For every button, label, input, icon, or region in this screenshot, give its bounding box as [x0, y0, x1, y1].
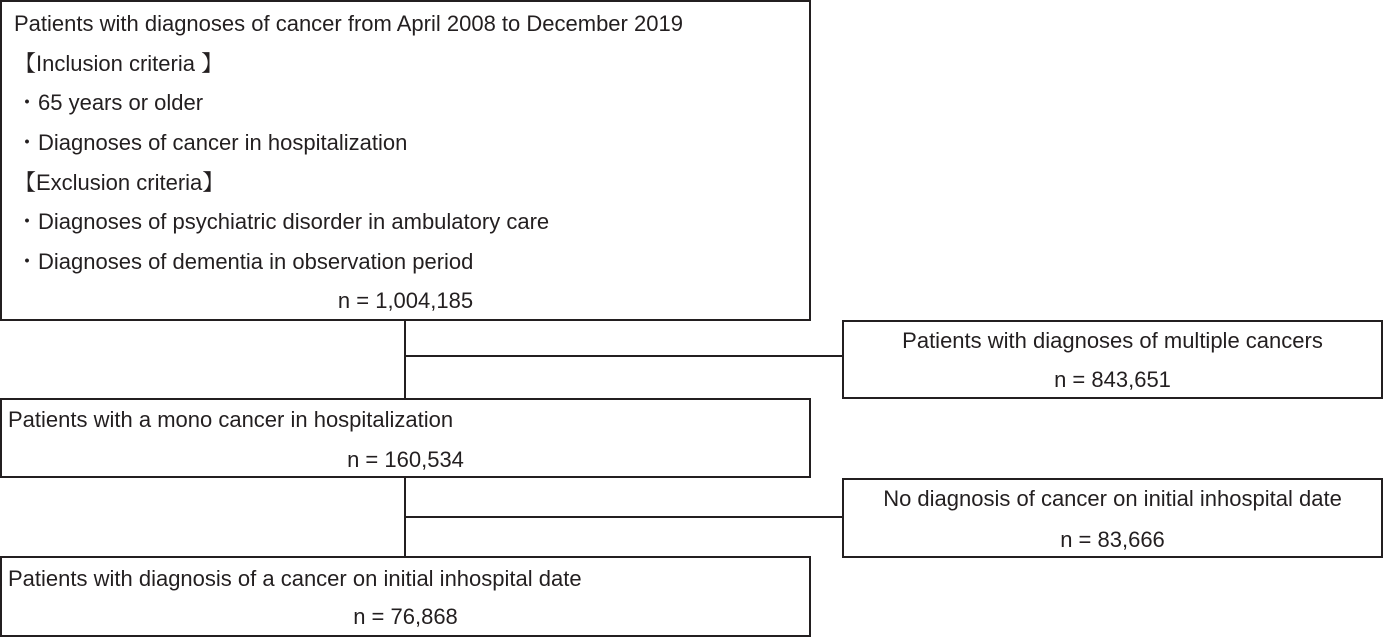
- final-cohort-label: Patients with diagnosis of a cancer on initial inhospital date: [8, 566, 582, 591]
- mono-cancer-label: Patients with a mono cancer in hospitalization: [8, 407, 454, 432]
- branch-line-2: [404, 516, 844, 518]
- exclusion-box-no-diagnosis: [842, 478, 1383, 558]
- exclusion-item: ・Diagnoses of psychiatric disorder in ambulatory care: [16, 209, 550, 234]
- initial-population-title: Patients with diagnoses of cancer from April 2008 to December 2019: [14, 11, 683, 36]
- initial-population-count: n = 1,004,185: [337, 288, 474, 313]
- connector-line-1: [404, 319, 406, 400]
- branch-line-1: [404, 355, 844, 357]
- final-cohort-count: n = 76,868: [353, 604, 458, 629]
- exclusion-box-multiple-cancers: [842, 320, 1383, 399]
- exclusion-label: No diagnosis of cancer on initial inhospital date: [883, 486, 1342, 511]
- initial-population-box: [0, 0, 811, 321]
- mono-cancer-box: [0, 398, 811, 478]
- exclusion-count: n = 843,651: [1054, 367, 1171, 392]
- exclusion-label: Patients with diagnoses of multiple cancers: [902, 328, 1323, 353]
- inclusion-item: ・65 years or older: [16, 90, 204, 115]
- exclusion-item: ・Diagnoses of dementia in observation period: [16, 249, 474, 274]
- final-cohort-box: [0, 556, 811, 637]
- mono-cancer-count: n = 160,534: [347, 447, 464, 472]
- exclusion-criteria-header: 【Exclusion criteria】: [14, 170, 225, 195]
- inclusion-criteria-header: 【Inclusion criteria 】: [14, 51, 224, 76]
- exclusion-count: n = 83,666: [1060, 527, 1165, 552]
- inclusion-item: ・Diagnoses of cancer in hospitalization: [16, 130, 408, 155]
